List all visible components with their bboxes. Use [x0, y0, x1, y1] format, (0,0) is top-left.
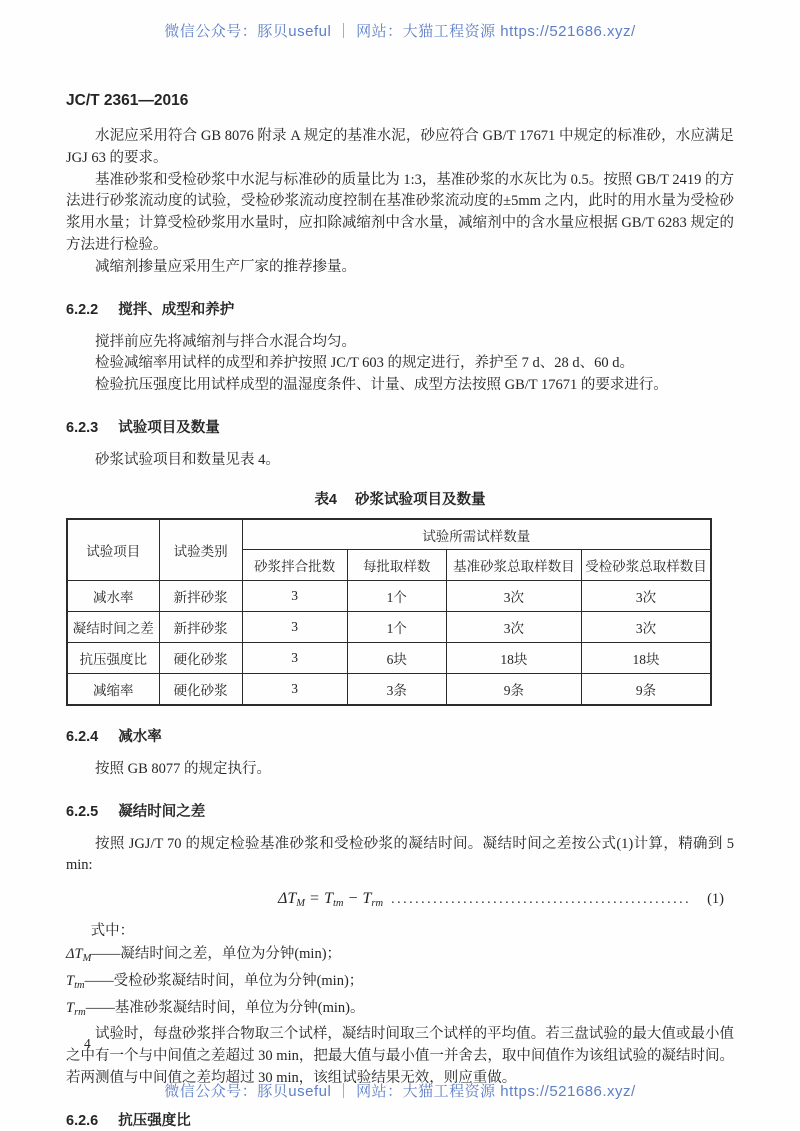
section-title: 试验项目及数量: [118, 419, 220, 436]
intro-paragraph-2: 基准砂浆和受检砂浆中水泥与标准砂的质量比为 1:3，基准砂浆的水灰比为 0.5。按照 GB/T 2419 的方法进行砂浆流动度的试验，受检砂浆流动度控制在基准砂浆流动度的±5mm 之内，此时的用水量为受检砂浆用水量；计算受检砂浆用水量时，应扣除减缩剂中含水量，减缩剂中的含水量应根据 GB/T 6283 规定的方法进行检验。: [66, 171, 734, 253]
symbol: $\Delta T_M$: [66, 946, 92, 965]
section-heading-6-2-3: [66, 416, 734, 437]
table-cell: 3: [242, 581, 347, 612]
col-header-test-mortar-total: 受检砂浆总取样数目: [582, 550, 711, 581]
intro-paragraph-3: 减缩剂掺量应采用生产厂家的推荐掺量。: [95, 258, 356, 275]
section-number: 6.2.3: [66, 419, 99, 436]
table-cell: 新拌砂浆: [159, 581, 242, 612]
table-cell: 3次: [446, 612, 581, 643]
formula-where-label: 式中：: [90, 923, 135, 940]
section-number: 6.2.6: [66, 1112, 99, 1129]
formula-number: (1): [707, 891, 724, 908]
col-header-samples-per-batch: 每批取样数: [347, 550, 446, 581]
table-cell: 3: [242, 643, 347, 674]
table-row: [67, 643, 711, 674]
section-title: 减水率: [118, 728, 162, 745]
symbol-definition: [66, 943, 734, 970]
table-cell: 3次: [446, 581, 581, 612]
symbol-description: ——受检砂浆凝结时间，单位为分钟(min)；: [84, 973, 364, 990]
table-cell: 减缩率: [67, 674, 159, 705]
section-number: 6.2.2: [66, 301, 99, 318]
section-title: 抗压强度比: [118, 1112, 191, 1129]
table-cell: 9条: [582, 674, 711, 705]
symbol: $T_{tm}$: [66, 973, 85, 992]
table-caption-label: 表4: [314, 491, 338, 508]
table-cell: 9条: [446, 674, 581, 705]
sec625-paragraph-2: 试验时，每盘砂浆拌合物取三个试样，凝结时间取三个试样的平均值。若三盘试验的最大值或最小值之中有一个与中间值之差超过 30 min，把最大值与最小值一并舍去，取中间值作为该组试验的凝结时间。若两测值与中间值之差均超过 30 min，该组试验结果无效，则应重做。: [66, 1026, 734, 1086]
section-number: 6.2.4: [66, 728, 99, 745]
page-content: [66, 92, 734, 1131]
col-header-batch-count: 砂浆拌合批数: [242, 550, 347, 581]
table-cell: 抗压强度比: [67, 643, 159, 674]
section-title: 凝结时间之差: [118, 803, 206, 820]
table-cell: 18块: [446, 643, 581, 674]
header-watermark: 微信公众号：豚贝useful ｜ 网站：大猫工程资源 https://521686.xyz/: [164, 23, 636, 40]
table-cell: 3次: [582, 612, 711, 643]
table-cell: 18块: [582, 643, 711, 674]
section-heading-6-2-2: [66, 298, 734, 319]
section-heading-6-2-6: [66, 1109, 734, 1130]
col-header-test-category: 试验类别: [159, 519, 242, 581]
formula-leader-dots: ..................................................: [391, 891, 692, 907]
col-header-reference-mortar-total: 基准砂浆总取样数目: [446, 550, 581, 581]
table-cell: 1个: [347, 581, 446, 612]
table-cell: 1个: [347, 612, 446, 643]
formula-1: [66, 890, 734, 909]
table-cell: 3次: [582, 581, 711, 612]
table-cell: 硬化砂浆: [159, 674, 242, 705]
sec622-paragraph-3: 检验抗压强度比用试样成型的温湿度条件、计量、成型方法按照 GB/T 17671 的要求进行。: [95, 377, 668, 394]
table-caption-title: 砂浆试验项目及数量: [355, 491, 486, 508]
table-row: [67, 612, 711, 643]
table-cell: 减水率: [67, 581, 159, 612]
sec623-paragraph-1: 砂浆试验项目和数量见表 4。: [95, 451, 280, 468]
formula-expression: $\Delta T_M = T_{tm} - T_{rm}$: [278, 890, 384, 910]
table-4-caption: [66, 488, 734, 509]
sec622-paragraph-2: 检验减缩率用试样的成型和养护按照 JC/T 603 的规定进行，养护至 7 d、28 d、60 d。: [95, 355, 635, 372]
col-header-test-item: 试验项目: [67, 519, 159, 581]
table-4: [66, 518, 712, 706]
table-cell: 3: [242, 674, 347, 705]
sec624-paragraph-1: 按照 GB 8077 的规定执行。: [95, 760, 272, 777]
symbol-definition: [66, 970, 734, 997]
table-cell: 凝结时间之差: [67, 612, 159, 643]
table-cell: 硬化砂浆: [159, 643, 242, 674]
symbol-description: ——凝结时间之差，单位为分钟(min)；: [91, 946, 342, 963]
section-number: 6.2.5: [66, 803, 99, 820]
table-header-row-1: [67, 519, 711, 550]
page-number: 4: [84, 1036, 91, 1051]
symbol: $T_{rm}$: [66, 1000, 86, 1019]
table-cell: 3: [242, 612, 347, 643]
sec625-paragraph-1: 按照 JGJ/T 70 的规定检验基准砂浆和受检砂浆的凝结时间。凝结时间之差按公式(1)计算，精确到 5 min:: [66, 835, 734, 874]
footer-watermark: 微信公众号：豚贝useful ｜ 网站：大猫工程资源 https://521686.xyz/: [164, 1083, 636, 1100]
section-heading-6-2-4: [66, 725, 734, 746]
table-cell: 3条: [347, 674, 446, 705]
symbol-description: ——基准砂浆凝结时间，单位为分钟(min)。: [85, 1000, 365, 1017]
table-row: [67, 581, 711, 612]
standard-number: JC/T 2361—2016: [66, 92, 189, 109]
col-header-sample-quantity-span: 试验所需试样数量: [242, 519, 711, 550]
table-cell: 6块: [347, 643, 446, 674]
symbol-definition: [66, 997, 734, 1024]
sec622-paragraph-1: 搅拌前应先将减缩剂与拌合水混合均匀。: [95, 333, 356, 350]
table-row: [67, 674, 711, 705]
section-title: 搅拌、成型和养护: [118, 301, 235, 318]
section-heading-6-2-5: [66, 800, 734, 821]
table-cell: 新拌砂浆: [159, 612, 242, 643]
intro-paragraph-1: 水泥应采用符合 GB 8076 附录 A 规定的基准水泥，砂应符合 GB/T 17671 中规定的标准砂，水应满足 JGJ 63 的要求。: [66, 128, 734, 166]
